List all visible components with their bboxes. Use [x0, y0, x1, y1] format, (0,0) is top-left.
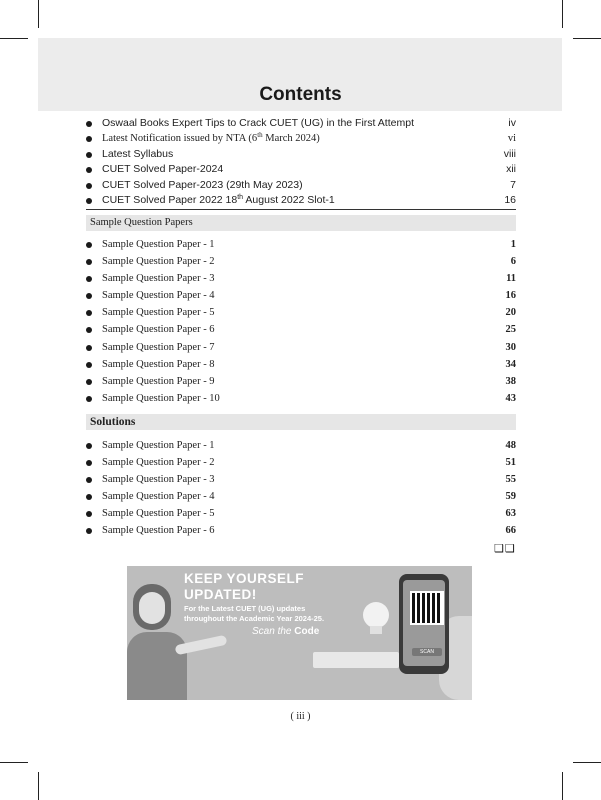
toc-page: 16 [504, 193, 516, 206]
toc-page: 38 [505, 375, 516, 387]
bullet-icon [86, 136, 92, 142]
toc-row[interactable] [86, 454, 516, 471]
toc-label: Sample Question Paper - 4 [102, 491, 215, 503]
girl-face-icon [139, 592, 165, 624]
toc-label: Latest Syllabus [102, 147, 174, 160]
section-header-solutions: Solutions [86, 414, 516, 430]
toc-row[interactable] [86, 488, 516, 505]
toc-label: CUET Solved Paper-2023 (29th May 2023) [102, 178, 303, 191]
toc-row[interactable] [86, 356, 516, 373]
toc-row[interactable] [86, 253, 516, 270]
bullet-icon [86, 494, 92, 500]
bullet-icon [86, 511, 92, 517]
toc-page: 30 [505, 341, 516, 353]
bullet-icon [86, 460, 92, 466]
toc-label: Sample Question Paper - 1 [102, 239, 215, 250]
solutions-list [86, 437, 516, 540]
toc-label: Sample Question Paper - 1 [102, 440, 215, 451]
toc-row[interactable] [86, 236, 516, 253]
bullet-icon [86, 276, 92, 282]
toc-page: viii [503, 147, 516, 160]
toc-page: 48 [505, 440, 516, 451]
toc-row[interactable] [86, 193, 516, 208]
section-header-sample-papers: Sample Question Papers [86, 215, 516, 231]
intro-list [86, 116, 516, 208]
toc-page: 7 [510, 178, 516, 191]
toc-page: 66 [505, 525, 516, 537]
toc-page: 1 [510, 239, 516, 250]
bullet-icon [86, 152, 92, 158]
toc-row[interactable] [86, 304, 516, 321]
bullet-icon [86, 362, 92, 368]
qr-code-icon[interactable] [410, 591, 444, 625]
bullet-icon [86, 310, 92, 316]
toc-label: Sample Question Paper - 5 [102, 508, 215, 520]
toc-label: Sample Question Paper - 3 [102, 273, 215, 285]
toc-label: Sample Question Paper - 2 [102, 256, 215, 268]
toc-label: Sample Question Paper - 2 [102, 457, 215, 469]
toc-page: xii [506, 163, 516, 176]
toc-label: Sample Question Paper - 7 [102, 341, 215, 353]
crop-mark [573, 762, 601, 763]
girl-body-icon [127, 632, 187, 700]
bullet-icon [86, 183, 92, 189]
toc-row[interactable] [86, 131, 516, 146]
toc-page: 51 [505, 457, 516, 469]
toc-row[interactable] [86, 287, 516, 304]
toc-label: Sample Question Paper - 4 [102, 290, 215, 302]
toc-page: iv [508, 117, 516, 129]
toc-row[interactable] [86, 162, 516, 177]
toc-label: Latest Notification issued by NTA (6th March 2024) [102, 131, 320, 145]
toc-page: 11 [506, 273, 516, 285]
bullet-icon [86, 293, 92, 299]
crop-mark [0, 38, 28, 39]
pointing-arm-icon [175, 635, 228, 656]
bullet-icon [86, 396, 92, 402]
toc-label: Sample Question Paper - 9 [102, 375, 215, 387]
crop-mark [562, 0, 563, 28]
bullet-icon [86, 379, 92, 385]
crop-mark [38, 772, 39, 800]
toc-label: Sample Question Paper - 5 [102, 307, 215, 319]
toc-row[interactable] [86, 270, 516, 287]
page-number: ( iii ) [290, 711, 311, 722]
banner-headline: KEEP YOURSELF UPDATED! [184, 571, 305, 602]
sample-papers-list [86, 236, 516, 407]
toc-label: Sample Question Paper - 6 [102, 324, 215, 336]
bullet-icon [86, 443, 92, 449]
banner-subtext: For the Latest CUET (UG) updates throughout the Academic Year 2024-25. [184, 604, 325, 623]
toc-label: Sample Question Paper - 3 [102, 474, 215, 486]
crop-mark [0, 762, 28, 763]
toc-row[interactable] [86, 339, 516, 356]
bullet-icon [86, 242, 92, 248]
toc-row[interactable] [86, 321, 516, 338]
crop-mark [562, 772, 563, 800]
scan-button[interactable]: SCAN [412, 648, 442, 656]
toc-row[interactable] [86, 178, 516, 193]
bullet-icon [86, 198, 92, 204]
toc-label: Sample Question Paper - 10 [102, 392, 220, 404]
bullet-icon [86, 259, 92, 265]
lightbulb-icon [363, 602, 389, 628]
divider [86, 209, 516, 210]
bullet-icon [86, 167, 92, 173]
toc-page: 6 [510, 256, 516, 268]
toc-page: 16 [505, 290, 516, 302]
toc-page: 63 [505, 508, 516, 520]
toc-page: 20 [505, 307, 516, 319]
toc-label: Sample Question Paper - 8 [102, 358, 215, 370]
toc-row[interactable] [86, 505, 516, 522]
page-title: Contents [259, 84, 342, 105]
bullet-icon [86, 327, 92, 333]
bullet-icon [86, 121, 92, 127]
open-book-icon [313, 652, 399, 668]
toc-row[interactable] [86, 522, 516, 539]
bullet-icon [86, 528, 92, 534]
bullet-icon [86, 345, 92, 351]
toc-label: CUET Solved Paper 2022 18th August 2022 Slot-1 [102, 193, 335, 206]
toc-label: Sample Question Paper - 6 [102, 525, 215, 537]
promo-banner[interactable] [127, 566, 472, 700]
bullet-icon [86, 477, 92, 483]
toc-row[interactable] [86, 437, 516, 454]
toc-page: 43 [505, 392, 516, 404]
lightbulb-base-icon [370, 626, 382, 634]
toc-page: 25 [505, 324, 516, 336]
crop-mark [573, 38, 601, 39]
toc-page: 34 [505, 358, 516, 370]
toc-label: CUET Solved Paper-2024 [102, 163, 224, 176]
toc-label: Oswaal Books Expert Tips to Crack CUET (UG) in the First Attempt [102, 117, 414, 129]
scan-the-code: Scan the Code [252, 626, 320, 637]
toc-row[interactable] [86, 147, 516, 162]
toc-page: 59 [505, 491, 516, 503]
end-mark: ❑❑ [494, 543, 516, 555]
crop-mark [38, 0, 39, 28]
toc-row[interactable] [86, 390, 516, 407]
toc-row[interactable] [86, 116, 516, 131]
toc-page: 55 [505, 474, 516, 486]
toc-page: vi [507, 133, 516, 145]
toc-row[interactable] [86, 471, 516, 488]
toc-row[interactable] [86, 373, 516, 390]
